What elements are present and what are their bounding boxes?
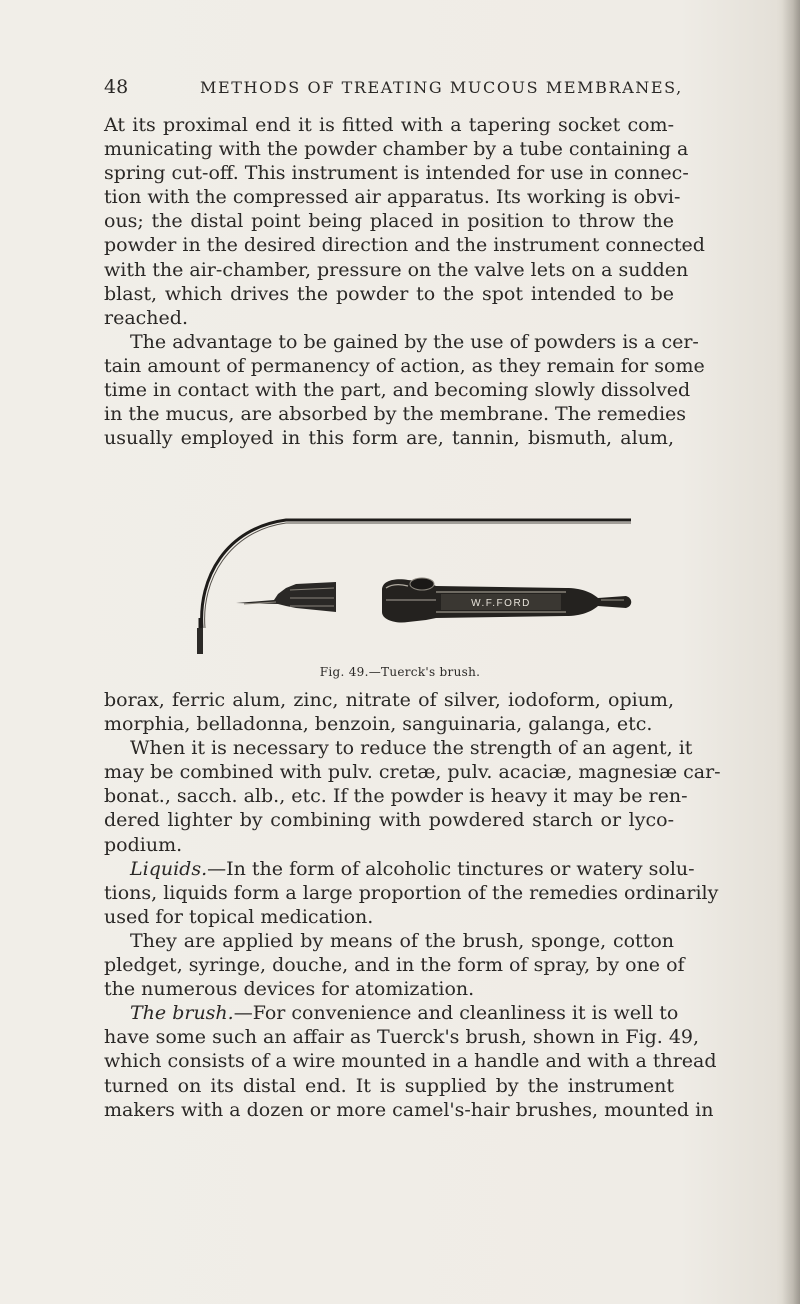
bottom-text-block — [104, 688, 721, 1122]
brush-illustration — [186, 508, 636, 658]
text-line: have some such an affair as Tuerck's brush, shown in Fig. 49, — [104, 1026, 700, 1049]
text-line: They are applied by means of the brush, sponge, cotton — [130, 929, 674, 952]
text-line: the numerous devices for atomization. — [104, 978, 475, 1001]
text-line — [104, 1001, 679, 1025]
text-line: which consists of a wire mounted in a handle and with a thread — [104, 1050, 717, 1073]
text-line: tions, liquids form a large proportion of the remedies ordinarily — [104, 881, 719, 904]
text-line: spring cut-off. This instrument is intended for use in connec- — [104, 162, 689, 185]
text-line: in the mucus, are absorbed by the membrane. The remedies — [104, 403, 687, 426]
maker-mark: W.F.FORD — [471, 598, 531, 609]
text-line: tion with the compressed air apparatus. Its working is obvi- — [104, 186, 681, 209]
text-line: The advantage to be gained by the use of powders is a cer- — [130, 330, 699, 353]
running-head: METHODS OF TREATING MUCOUS MEMBRANES, — [200, 78, 683, 97]
text-line: usually employed in this form are, tannin, bismuth, alum, — [104, 427, 674, 450]
text-line: makers with a dozen or more camel's-hair brushes, mounted in — [104, 1098, 714, 1121]
text-line: turned on its distal end. It is supplied by the instrument — [104, 1074, 674, 1097]
text-line: pledget, syringe, douche, and in the form of spray, by one of — [104, 954, 685, 977]
brush-first-line: —For convenience and cleanliness it is well to — [233, 1002, 679, 1025]
text-line: reached. — [104, 306, 188, 329]
page-edge-shadow — [782, 0, 800, 1304]
text-line: may be combined with pulv. cretæ, pulv. acaciæ, magnesiæ car- — [104, 761, 721, 784]
figure-tuerck-brush — [186, 508, 636, 658]
liquids-first-line: —In the form of alcoholic tinctures or watery solu- — [207, 857, 695, 880]
figure-caption: Fig. 49.—Tuerck's brush. — [319, 665, 481, 679]
text-line: with the air-chamber, pressure on the valve lets on a sudden — [104, 258, 689, 281]
text-line: powder in the desired direction and the instrument connected — [104, 234, 705, 257]
text-line: borax, ferric alum, zinc, nitrate of silver, iodoform, opium, — [104, 689, 674, 711]
text-line: used for topical medication. — [104, 905, 374, 928]
text-line: time in contact with the part, and becoming slowly dissolved — [104, 379, 691, 402]
liquids-heading: Liquids. — [130, 857, 208, 880]
text-line: bonat., sacch. alb., etc. If the powder is heavy it may be ren- — [104, 785, 688, 808]
text-line: ous; the distal point being placed in position to throw the — [104, 210, 674, 233]
text-line: When it is necessary to reduce the strength of an agent, it — [130, 737, 693, 760]
brush-heading: The brush. — [130, 1002, 234, 1025]
top-text-block — [104, 113, 705, 450]
page-header — [104, 74, 683, 104]
text-line: tain amount of permanency of action, as they remain for some — [104, 354, 705, 377]
text-line — [104, 857, 695, 881]
text-line: municating with the powder chamber by a tube containing a — [104, 138, 689, 161]
text-line: morphia, belladonna, benzoin, sanguinaria, galanga, etc. — [104, 713, 653, 736]
text-line: blast, which drives the powder to the spot intended to be — [104, 282, 674, 305]
page-number: 48 — [104, 76, 129, 98]
text-line: podium. — [104, 833, 183, 856]
text-line: At its proximal end it is fitted with a tapering socket com- — [104, 114, 674, 136]
text-line: dered lighter by combining with powdered starch or lyco- — [104, 809, 674, 832]
